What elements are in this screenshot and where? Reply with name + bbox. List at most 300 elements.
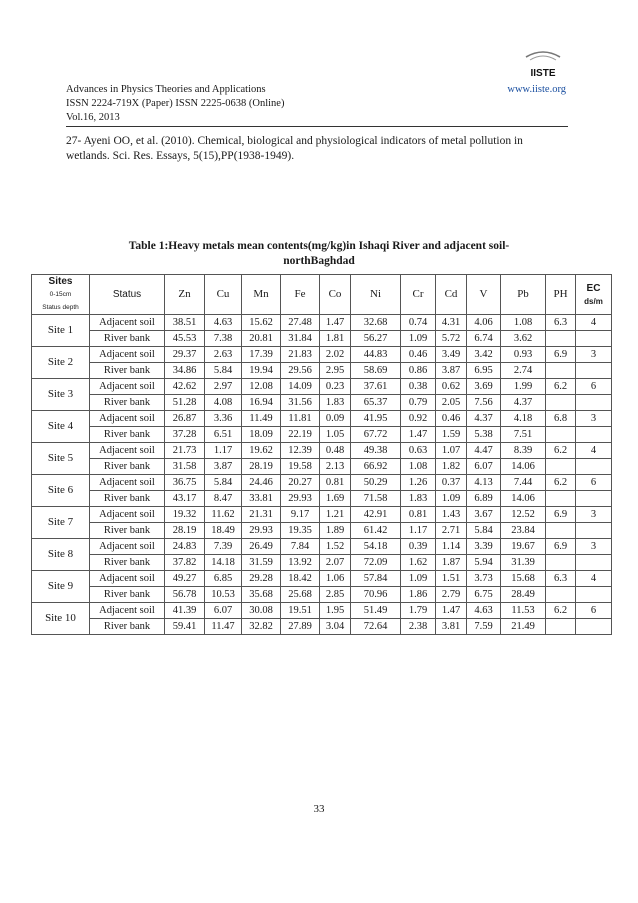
ec-cell: 3 — [576, 411, 612, 427]
mn-cell: 15.62 — [242, 315, 281, 331]
col-header-fe: Fe — [281, 275, 320, 315]
status-cell: River bank — [90, 395, 165, 411]
cd-cell: 1.82 — [436, 459, 467, 475]
site-name-cell: Site 6 — [32, 475, 90, 507]
ec-cell-empty — [576, 459, 612, 475]
ph-cell: 6.9 — [546, 507, 576, 523]
cr-cell: 1.47 — [401, 427, 436, 443]
fe-cell: 22.19 — [281, 427, 320, 443]
cr-cell: 1.26 — [401, 475, 436, 491]
cd-cell: 1.43 — [436, 507, 467, 523]
ec-cell: 3 — [576, 539, 612, 555]
table-row — [32, 523, 612, 539]
mn-cell: 18.09 — [242, 427, 281, 443]
v-cell: 3.39 — [467, 539, 501, 555]
ph-cell: 6.2 — [546, 443, 576, 459]
pb-cell: 4.37 — [501, 395, 546, 411]
status-cell: Adjacent soil — [90, 603, 165, 619]
table-row — [32, 427, 612, 443]
mn-cell: 11.49 — [242, 411, 281, 427]
v-cell: 3.69 — [467, 379, 501, 395]
status-cell: River bank — [90, 491, 165, 507]
status-cell: River bank — [90, 555, 165, 571]
cu-cell: 11.47 — [205, 619, 242, 635]
zn-cell: 51.28 — [165, 395, 205, 411]
cr-cell: 0.81 — [401, 507, 436, 523]
table-title-line1: Table 1:Heavy metals mean contents(mg/kg)in Ishaqi River and adjacent soil- — [128, 240, 510, 252]
v-cell: 6.75 — [467, 587, 501, 603]
ec-cell: 4 — [576, 443, 612, 459]
ph-cell-empty — [546, 395, 576, 411]
table-row — [32, 555, 612, 571]
site-name-cell: Site 8 — [32, 539, 90, 571]
cu-cell: 5.84 — [205, 363, 242, 379]
ni-cell: 49.38 — [351, 443, 401, 459]
ni-cell: 42.91 — [351, 507, 401, 523]
ph-cell-empty — [546, 555, 576, 571]
header-divider — [66, 126, 568, 127]
co-cell: 1.89 — [320, 523, 351, 539]
cd-cell: 2.05 — [436, 395, 467, 411]
ec-cell: 6 — [576, 379, 612, 395]
zn-cell: 34.86 — [165, 363, 205, 379]
ph-cell: 6.2 — [546, 379, 576, 395]
cd-cell: 0.37 — [436, 475, 467, 491]
table-row — [32, 539, 612, 555]
status-cell: Adjacent soil — [90, 571, 165, 587]
co-cell: 1.47 — [320, 315, 351, 331]
pb-cell: 1.99 — [501, 379, 546, 395]
cr-cell: 1.09 — [401, 331, 436, 347]
table-row — [32, 395, 612, 411]
col-header-ni: Ni — [351, 275, 401, 315]
table-row — [32, 491, 612, 507]
status-cell: River bank — [90, 459, 165, 475]
col-header-status: Status — [90, 275, 165, 315]
table-header-row — [32, 275, 612, 315]
status-cell: Adjacent soil — [90, 315, 165, 331]
status-cell: River bank — [90, 619, 165, 635]
fe-cell: 11.81 — [281, 411, 320, 427]
v-cell: 5.94 — [467, 555, 501, 571]
cr-cell: 1.83 — [401, 491, 436, 507]
ph-cell-empty — [546, 587, 576, 603]
cr-cell: 1.62 — [401, 555, 436, 571]
cd-cell: 1.47 — [436, 603, 467, 619]
ph-cell-empty — [546, 491, 576, 507]
ni-cell: 66.92 — [351, 459, 401, 475]
ni-cell: 71.58 — [351, 491, 401, 507]
iiste-logo — [520, 49, 566, 81]
mn-cell: 12.08 — [242, 379, 281, 395]
ph-cell: 6.9 — [546, 539, 576, 555]
status-cell: Adjacent soil — [90, 443, 165, 459]
col-header-v: V — [467, 275, 501, 315]
pb-cell: 14.06 — [501, 491, 546, 507]
cd-cell: 3.49 — [436, 347, 467, 363]
v-cell: 4.13 — [467, 475, 501, 491]
cu-cell: 7.38 — [205, 331, 242, 347]
site-name-cell: Site 2 — [32, 347, 90, 379]
fe-cell: 29.93 — [281, 491, 320, 507]
zn-cell: 26.87 — [165, 411, 205, 427]
zn-cell: 49.27 — [165, 571, 205, 587]
pb-cell: 21.49 — [501, 619, 546, 635]
cu-cell: 4.08 — [205, 395, 242, 411]
cd-cell: 5.72 — [436, 331, 467, 347]
ni-cell: 50.29 — [351, 475, 401, 491]
site-name-cell: Site 10 — [32, 603, 90, 635]
iiste-logo-text: IISTE — [530, 68, 556, 79]
zn-cell: 28.19 — [165, 523, 205, 539]
ni-cell: 67.72 — [351, 427, 401, 443]
ph-cell: 6.2 — [546, 603, 576, 619]
mn-cell: 35.68 — [242, 587, 281, 603]
ec-cell-empty — [576, 363, 612, 379]
pb-cell: 14.06 — [501, 459, 546, 475]
mn-cell: 32.82 — [242, 619, 281, 635]
cr-cell: 0.39 — [401, 539, 436, 555]
co-cell: 2.95 — [320, 363, 351, 379]
status-cell: River bank — [90, 363, 165, 379]
ni-cell: 44.83 — [351, 347, 401, 363]
table-row — [32, 571, 612, 587]
pb-cell: 15.68 — [501, 571, 546, 587]
site-name-cell: Site 5 — [32, 443, 90, 475]
table-row — [32, 475, 612, 491]
cu-cell: 2.63 — [205, 347, 242, 363]
co-cell: 1.83 — [320, 395, 351, 411]
mn-cell: 29.28 — [242, 571, 281, 587]
cd-cell: 1.14 — [436, 539, 467, 555]
zn-cell: 19.32 — [165, 507, 205, 523]
ec-cell-empty — [576, 491, 612, 507]
cr-cell: 1.79 — [401, 603, 436, 619]
v-cell: 7.59 — [467, 619, 501, 635]
ph-cell: 6.2 — [546, 475, 576, 491]
cd-cell: 0.62 — [436, 379, 467, 395]
cd-cell: 0.46 — [436, 411, 467, 427]
ni-cell: 70.96 — [351, 587, 401, 603]
pb-cell: 0.93 — [501, 347, 546, 363]
zn-cell: 45.53 — [165, 331, 205, 347]
v-cell: 4.47 — [467, 443, 501, 459]
zn-cell: 56.78 — [165, 587, 205, 603]
fe-cell: 27.48 — [281, 315, 320, 331]
v-cell: 4.63 — [467, 603, 501, 619]
ec-cell-empty — [576, 587, 612, 603]
ni-cell: 65.37 — [351, 395, 401, 411]
journal-volume: Vol.16, 2013 — [66, 112, 120, 123]
ec-cell: 6 — [576, 475, 612, 491]
ec-cell: 3 — [576, 347, 612, 363]
mn-cell: 19.94 — [242, 363, 281, 379]
zn-cell: 43.17 — [165, 491, 205, 507]
cr-cell: 0.74 — [401, 315, 436, 331]
fe-cell: 29.56 — [281, 363, 320, 379]
status-cell: Adjacent soil — [90, 507, 165, 523]
fe-cell: 21.83 — [281, 347, 320, 363]
col-header-ph: PH — [546, 275, 576, 315]
ec-cell: 3 — [576, 507, 612, 523]
col-header-cd: Cd — [436, 275, 467, 315]
zn-cell: 29.37 — [165, 347, 205, 363]
cd-cell: 2.79 — [436, 587, 467, 603]
ni-cell: 72.09 — [351, 555, 401, 571]
ni-cell: 37.61 — [351, 379, 401, 395]
v-cell: 4.37 — [467, 411, 501, 427]
pb-cell: 8.39 — [501, 443, 546, 459]
v-cell: 6.07 — [467, 459, 501, 475]
cu-cell: 4.63 — [205, 315, 242, 331]
zn-cell: 37.28 — [165, 427, 205, 443]
co-cell: 1.81 — [320, 331, 351, 347]
journal-url-link[interactable]: www.iiste.org — [507, 84, 566, 95]
fe-cell: 18.42 — [281, 571, 320, 587]
journal-issn: ISSN 2224-719X (Paper) ISSN 2225-0638 (Online) — [66, 98, 285, 109]
cu-cell: 14.18 — [205, 555, 242, 571]
ph-cell-empty — [546, 331, 576, 347]
status-cell: Adjacent soil — [90, 411, 165, 427]
cr-cell: 1.17 — [401, 523, 436, 539]
cu-cell: 2.97 — [205, 379, 242, 395]
cr-cell: 0.46 — [401, 347, 436, 363]
table-row — [32, 619, 612, 635]
v-cell: 7.56 — [467, 395, 501, 411]
ph-cell-empty — [546, 363, 576, 379]
site-name-cell: Site 1 — [32, 315, 90, 347]
co-cell: 1.05 — [320, 427, 351, 443]
mn-cell: 17.39 — [242, 347, 281, 363]
table-title-line2: northBaghdad — [283, 255, 355, 267]
cd-cell: 1.87 — [436, 555, 467, 571]
pb-cell: 3.62 — [501, 331, 546, 347]
col-header-zn: Zn — [165, 275, 205, 315]
heavy-metals-table — [31, 274, 612, 635]
table-row — [32, 379, 612, 395]
v-cell: 5.84 — [467, 523, 501, 539]
v-cell: 6.89 — [467, 491, 501, 507]
reference-entry: 27- Ayeni OO, et al. (2010). Chemical, biological and physiological indicators of metal pollution in wetlands. Sci. Res. Essays, 5(15),PP(1938-1949). — [66, 135, 523, 162]
zn-cell: 21.73 — [165, 443, 205, 459]
cd-cell: 1.09 — [436, 491, 467, 507]
page-number: 33 — [313, 803, 325, 815]
site-name-cell: Site 4 — [32, 411, 90, 443]
cu-cell: 5.84 — [205, 475, 242, 491]
co-cell: 0.09 — [320, 411, 351, 427]
ec-cell-empty — [576, 523, 612, 539]
mn-cell: 20.81 — [242, 331, 281, 347]
fe-cell: 12.39 — [281, 443, 320, 459]
pb-cell: 4.18 — [501, 411, 546, 427]
ec-cell-empty — [576, 427, 612, 443]
ec-cell-empty — [576, 395, 612, 411]
status-cell: Adjacent soil — [90, 475, 165, 491]
cd-cell: 1.07 — [436, 443, 467, 459]
cr-cell: 0.38 — [401, 379, 436, 395]
zn-cell: 59.41 — [165, 619, 205, 635]
fe-cell: 13.92 — [281, 555, 320, 571]
fe-cell: 14.09 — [281, 379, 320, 395]
mn-cell: 28.19 — [242, 459, 281, 475]
co-cell: 0.81 — [320, 475, 351, 491]
zn-cell: 38.51 — [165, 315, 205, 331]
ec-cell-empty — [576, 555, 612, 571]
mn-cell: 29.93 — [242, 523, 281, 539]
cr-cell: 0.63 — [401, 443, 436, 459]
pb-cell: 11.53 — [501, 603, 546, 619]
cr-cell: 1.86 — [401, 587, 436, 603]
ni-cell: 72.64 — [351, 619, 401, 635]
zn-cell: 36.75 — [165, 475, 205, 491]
fe-cell: 31.56 — [281, 395, 320, 411]
co-cell: 1.06 — [320, 571, 351, 587]
fe-cell: 27.89 — [281, 619, 320, 635]
ec-cell-empty — [576, 619, 612, 635]
pb-cell: 2.74 — [501, 363, 546, 379]
pb-cell: 7.51 — [501, 427, 546, 443]
col-header-sites: Sites 0-15cm Status depth — [32, 275, 90, 315]
v-cell: 4.06 — [467, 315, 501, 331]
cd-cell: 1.59 — [436, 427, 467, 443]
zn-cell: 42.62 — [165, 379, 205, 395]
co-cell: 2.13 — [320, 459, 351, 475]
pb-cell: 7.44 — [501, 475, 546, 491]
table-row — [32, 315, 612, 331]
fe-cell: 7.84 — [281, 539, 320, 555]
status-cell: River bank — [90, 331, 165, 347]
ph-cell: 6.3 — [546, 315, 576, 331]
col-header-cr: Cr — [401, 275, 436, 315]
fe-cell: 19.51 — [281, 603, 320, 619]
v-cell: 3.73 — [467, 571, 501, 587]
mn-cell: 33.81 — [242, 491, 281, 507]
co-cell: 2.85 — [320, 587, 351, 603]
ni-cell: 51.49 — [351, 603, 401, 619]
table-row — [32, 459, 612, 475]
ph-cell: 6.3 — [546, 571, 576, 587]
co-cell: 2.02 — [320, 347, 351, 363]
mn-cell: 30.08 — [242, 603, 281, 619]
cr-cell: 2.38 — [401, 619, 436, 635]
mn-cell: 31.59 — [242, 555, 281, 571]
v-cell: 6.74 — [467, 331, 501, 347]
table-row — [32, 507, 612, 523]
col-header-co: Co — [320, 275, 351, 315]
ni-cell: 32.68 — [351, 315, 401, 331]
v-cell: 3.42 — [467, 347, 501, 363]
cd-cell: 4.31 — [436, 315, 467, 331]
cr-cell: 1.08 — [401, 459, 436, 475]
ec-cell: 4 — [576, 571, 612, 587]
table-row — [32, 603, 612, 619]
site-name-cell: Site 7 — [32, 507, 90, 539]
cd-cell: 3.81 — [436, 619, 467, 635]
ni-cell: 56.27 — [351, 331, 401, 347]
cu-cell: 11.62 — [205, 507, 242, 523]
journal-name: Advances in Physics Theories and Applications — [66, 84, 266, 95]
table-row — [32, 411, 612, 427]
ph-cell: 6.9 — [546, 347, 576, 363]
cu-cell: 10.53 — [205, 587, 242, 603]
cu-cell: 6.07 — [205, 603, 242, 619]
table-row — [32, 443, 612, 459]
pb-cell: 28.49 — [501, 587, 546, 603]
pb-cell: 23.84 — [501, 523, 546, 539]
co-cell: 0.23 — [320, 379, 351, 395]
status-cell: River bank — [90, 427, 165, 443]
ni-cell: 58.69 — [351, 363, 401, 379]
cu-cell: 18.49 — [205, 523, 242, 539]
cu-cell: 1.17 — [205, 443, 242, 459]
cu-cell: 6.51 — [205, 427, 242, 443]
col-header-ec: EC ds/m — [576, 275, 612, 315]
co-cell: 1.21 — [320, 507, 351, 523]
co-cell: 3.04 — [320, 619, 351, 635]
ph-cell-empty — [546, 619, 576, 635]
status-cell: Adjacent soil — [90, 347, 165, 363]
zn-cell: 41.39 — [165, 603, 205, 619]
ni-cell: 54.18 — [351, 539, 401, 555]
table-title — [20, 239, 618, 269]
table-body — [32, 315, 612, 635]
fe-cell: 20.27 — [281, 475, 320, 491]
cu-cell: 6.85 — [205, 571, 242, 587]
cd-cell: 3.87 — [436, 363, 467, 379]
ec-cell: 6 — [576, 603, 612, 619]
zn-cell: 31.58 — [165, 459, 205, 475]
ni-cell: 57.84 — [351, 571, 401, 587]
cd-cell: 2.71 — [436, 523, 467, 539]
zn-cell: 37.82 — [165, 555, 205, 571]
cu-cell: 3.36 — [205, 411, 242, 427]
fe-cell: 31.84 — [281, 331, 320, 347]
ph-cell: 6.8 — [546, 411, 576, 427]
v-cell: 3.67 — [467, 507, 501, 523]
cu-cell: 3.87 — [205, 459, 242, 475]
v-cell: 5.38 — [467, 427, 501, 443]
pb-cell: 19.67 — [501, 539, 546, 555]
co-cell: 0.48 — [320, 443, 351, 459]
co-cell: 1.69 — [320, 491, 351, 507]
co-cell: 1.95 — [320, 603, 351, 619]
pb-cell: 1.08 — [501, 315, 546, 331]
ni-cell: 61.42 — [351, 523, 401, 539]
ec-cell-empty — [576, 331, 612, 347]
col-header-pb: Pb — [501, 275, 546, 315]
fe-cell: 9.17 — [281, 507, 320, 523]
mn-cell: 21.31 — [242, 507, 281, 523]
status-cell: Adjacent soil — [90, 379, 165, 395]
status-cell: River bank — [90, 523, 165, 539]
site-name-cell: Site 3 — [32, 379, 90, 411]
ph-cell-empty — [546, 459, 576, 475]
table-row — [32, 363, 612, 379]
mn-cell: 26.49 — [242, 539, 281, 555]
co-cell: 1.52 — [320, 539, 351, 555]
cu-cell: 8.47 — [205, 491, 242, 507]
co-cell: 2.07 — [320, 555, 351, 571]
table-row — [32, 587, 612, 603]
fe-cell: 19.58 — [281, 459, 320, 475]
cr-cell: 0.79 — [401, 395, 436, 411]
mn-cell: 24.46 — [242, 475, 281, 491]
page-header — [66, 83, 566, 125]
v-cell: 6.95 — [467, 363, 501, 379]
ec-cell: 4 — [576, 315, 612, 331]
status-cell: River bank — [90, 587, 165, 603]
col-header-mn: Mn — [242, 275, 281, 315]
